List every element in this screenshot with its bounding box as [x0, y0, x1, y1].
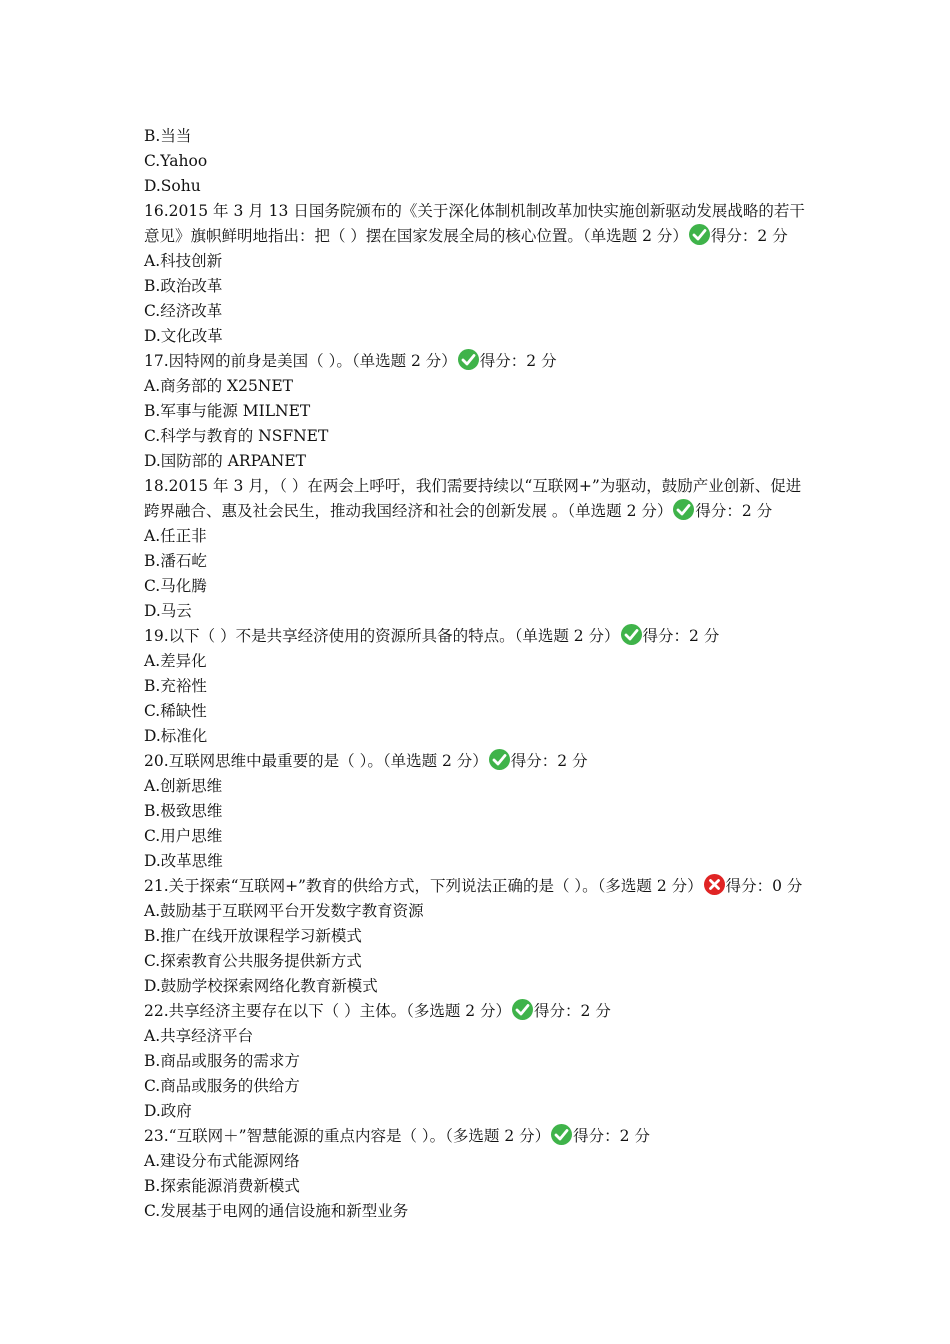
option-line: B.探索能源消费新模式: [144, 1177, 300, 1195]
option-line: B.政治改革: [144, 277, 223, 295]
question-line: [144, 474, 814, 524]
question-text: 19.以下（ ）不是共享经济使用的资源所具备的特点。（单选题 2 分）: [144, 627, 620, 645]
score-text: 得分：2 分: [534, 1002, 611, 1020]
question-text: 18.2015 年 3 月，（ ）在两会上呼吁，我们需要持续以“互联网+”为驱动，鼓励产业创新、促进跨界融合、惠及社会民生，推动我国经济和社会的创新发展 。（单选题 2 分）: [144, 477, 802, 520]
check-circle-icon: [689, 224, 710, 245]
option-line: D.政府: [144, 1102, 192, 1120]
option-line: D.Sohu: [144, 177, 201, 195]
option-line: C.经济改革: [144, 302, 223, 320]
check-circle-icon: [621, 624, 642, 645]
option-line: D.标准化: [144, 727, 208, 745]
score-text: 得分：2 分: [510, 752, 588, 770]
question-line: [144, 1124, 814, 1149]
option-line: B.充裕性: [144, 677, 207, 695]
check-circle-icon: [489, 749, 510, 770]
score-text: 得分：2 分: [573, 1127, 650, 1145]
score-text: 得分：2 分: [695, 502, 773, 520]
question-line: [144, 349, 814, 374]
question-line: [144, 874, 814, 899]
score-text: 得分：0 分: [725, 877, 803, 895]
question-text: 20.互联网思维中最重要的是（ ）。（单选题 2 分）: [144, 752, 488, 770]
option-line: C.Yahoo: [144, 152, 208, 170]
option-line: C.马化腾: [144, 577, 207, 595]
question-line: [144, 199, 814, 249]
check-circle-icon: [458, 349, 479, 370]
question-block: [144, 749, 814, 874]
option-line: B.极致思维: [144, 802, 223, 820]
question-text: 16.2015 年 3 月 13 日国务院颁布的《关于深化体制机制改革加快实施创新驱动发展战略的若干意见》旗帜鲜明地指出：把（ ）摆在国家发展全局的核心位置。（单选题 2 分）: [144, 202, 805, 245]
option-line: A.建设分布式能源网络: [144, 1152, 300, 1170]
cross-circle-icon: [704, 874, 725, 895]
score-text: 得分：2 分: [479, 352, 557, 370]
option-line: A.创新思维: [144, 777, 223, 795]
check-circle-icon: [673, 499, 694, 520]
option-line: D.马云: [144, 602, 192, 620]
check-circle-icon: [551, 1124, 572, 1145]
score-text: 得分：2 分: [642, 627, 720, 645]
option-line: B.推广在线开放课程学习新模式: [144, 927, 362, 945]
question-block: [144, 999, 814, 1124]
option-line: D.文化改革: [144, 327, 223, 345]
option-line: C.科学与教育的 NSFNET: [144, 427, 329, 445]
option-line: B.当当: [144, 127, 192, 145]
check-circle-icon: [512, 999, 533, 1020]
question-block: [144, 874, 814, 999]
option-line: D.鼓励学校探索网络化教育新模式: [144, 977, 378, 995]
option-line: C.探索教育公共服务提供新方式: [144, 952, 362, 970]
option-line: D.改革思维: [144, 852, 223, 870]
question-line: [144, 749, 814, 774]
quiz-content: [144, 124, 814, 1224]
question-text: 17.因特网的前身是美国（ ）。（单选题 2 分）: [144, 352, 457, 370]
option-line: C.发展基于电网的通信设施和新型业务: [144, 1202, 409, 1220]
option-line: A.科技创新: [144, 252, 223, 270]
score-text: 得分：2 分: [710, 227, 788, 245]
option-line: A.商务部的 X25NET: [144, 377, 294, 395]
question-text: 23.“互联网＋”智慧能源的重点内容是（ ）。（多选题 2 分）: [144, 1127, 551, 1145]
question-block: [144, 624, 814, 749]
question-line: [144, 624, 814, 649]
option-line: B.潘石屹: [144, 552, 207, 570]
option-line: A.任正非: [144, 527, 207, 545]
option-line: A.鼓励基于互联网平台开发数字教育资源: [144, 902, 424, 920]
leading-options: [144, 124, 814, 199]
option-line: B.商品或服务的需求方: [144, 1052, 300, 1070]
question-line: [144, 999, 814, 1024]
question-text: 21.关于探索“互联网+”教育的供给方式，下列说法正确的是（ ）。（多选题 2 分）: [144, 877, 703, 895]
option-line: A.差异化: [144, 652, 207, 670]
question-list: [144, 199, 814, 1224]
question-text: 22.共享经济主要存在以下（ ）主体。（多选题 2 分）: [144, 1002, 512, 1020]
option-line: B.军事与能源 MILNET: [144, 402, 311, 420]
option-line: A.共享经济平台: [144, 1027, 254, 1045]
option-line: C.用户思维: [144, 827, 223, 845]
option-line: D.国防部的 ARPANET: [144, 452, 307, 470]
question-block: [144, 1124, 814, 1224]
question-block: [144, 199, 814, 349]
option-line: C.商品或服务的供给方: [144, 1077, 300, 1095]
question-block: [144, 474, 814, 624]
option-line: C.稀缺性: [144, 702, 207, 720]
question-block: [144, 349, 814, 474]
